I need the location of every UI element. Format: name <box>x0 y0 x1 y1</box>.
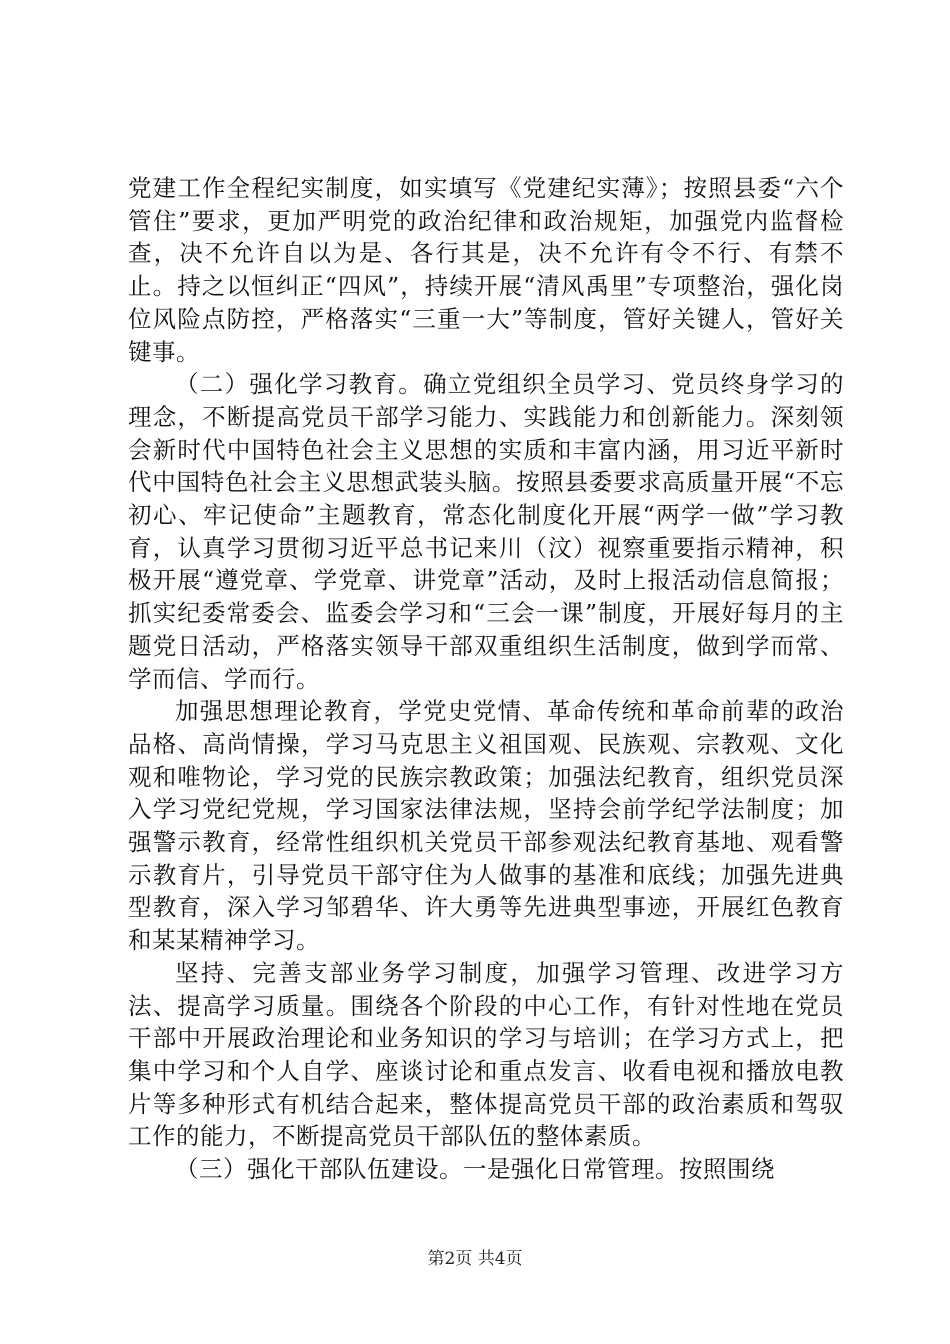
paragraph-study-system: 坚持、完善支部业务学习制度，加强学习管理、改进学习方法、提高学习质量。围绕各个阶段的中心工作，有针对性地在党员干部中开展政治理论和业务知识的学习与培训；在学习方式上，把集中学习和个人自学、座谈讨论和重点发言、收看电视和播放电教片等多种形式有机结合起来，整体提高党员干部的政治素质和驾驭工作的能力，不断提高党员干部队伍的整体素质。 <box>128 958 844 1151</box>
paragraph-cadre-building: （三）强化干部队伍建设。一是强化日常管理。按照围绕 <box>175 1155 775 1184</box>
paragraph-continuation: 党建工作全程纪实制度，如实填写《党建纪实薄》；按照县委“六个管住”要求，更加严明党的政治纪律和政治规矩，加强党内监督检查，决不允许自以为是、各行其是，决不允许有令不行、有禁不止。持之以恒纠正“四风”，持续开展“清风禹里”专项整治，强化岗位风险点防控，严格落实“三重一大”等制度，管好关键人，管好关键事。 <box>128 174 844 366</box>
body-text <box>128 172 844 1186</box>
paragraph-study-education: （二）强化学习教育。确立党组织全员学习、党员终身学习的理念，不断提高党员干部学习能力、实践能力和创新能力。深刻领会新时代中国特色社会主义思想的实质和丰富内涵，用习近平新时代中国特色社会主义思想武装头脑。按照县委要求高质量开展“不忘初心、牢记使命”主题教育，常态化制度化开展“两学一做”学习教育，认真学习贯彻习近平总书记来川（汶）视察重要指示精神，积极开展“遵党章、学党章、讲党章”活动，及时上报活动信息简报；抓实纪委常委会、监委会学习和“三会一课”制度，开展好每月的主题党日活动，严格落实领导干部双重组织生活制度，做到学而常、学而信、学而行。 <box>128 370 844 693</box>
paragraph-theory-education: 加强思想理论教育，学党史党情、革命传统和革命前辈的政治品格、高尚情操，学习马克思主义祖国观、民族观、宗教观、文化观和唯物论，学习党的民族宗教政策；加强法纪教育，组织党员深入学习党纪党规，学习国家法律法规，坚持会前学纪学法制度；加强警示教育，经常性组织机关党员干部参观法纪教育基地、观看警示教育片，引导党员干部守住为人做事的基准和底线；加强先进典型教育，深入学习邹碧华、许大勇等先进典型事迹，开展红色教育和某某精神学习。 <box>128 697 844 955</box>
page-footer: 第2页 共4页 <box>427 1249 523 1269</box>
